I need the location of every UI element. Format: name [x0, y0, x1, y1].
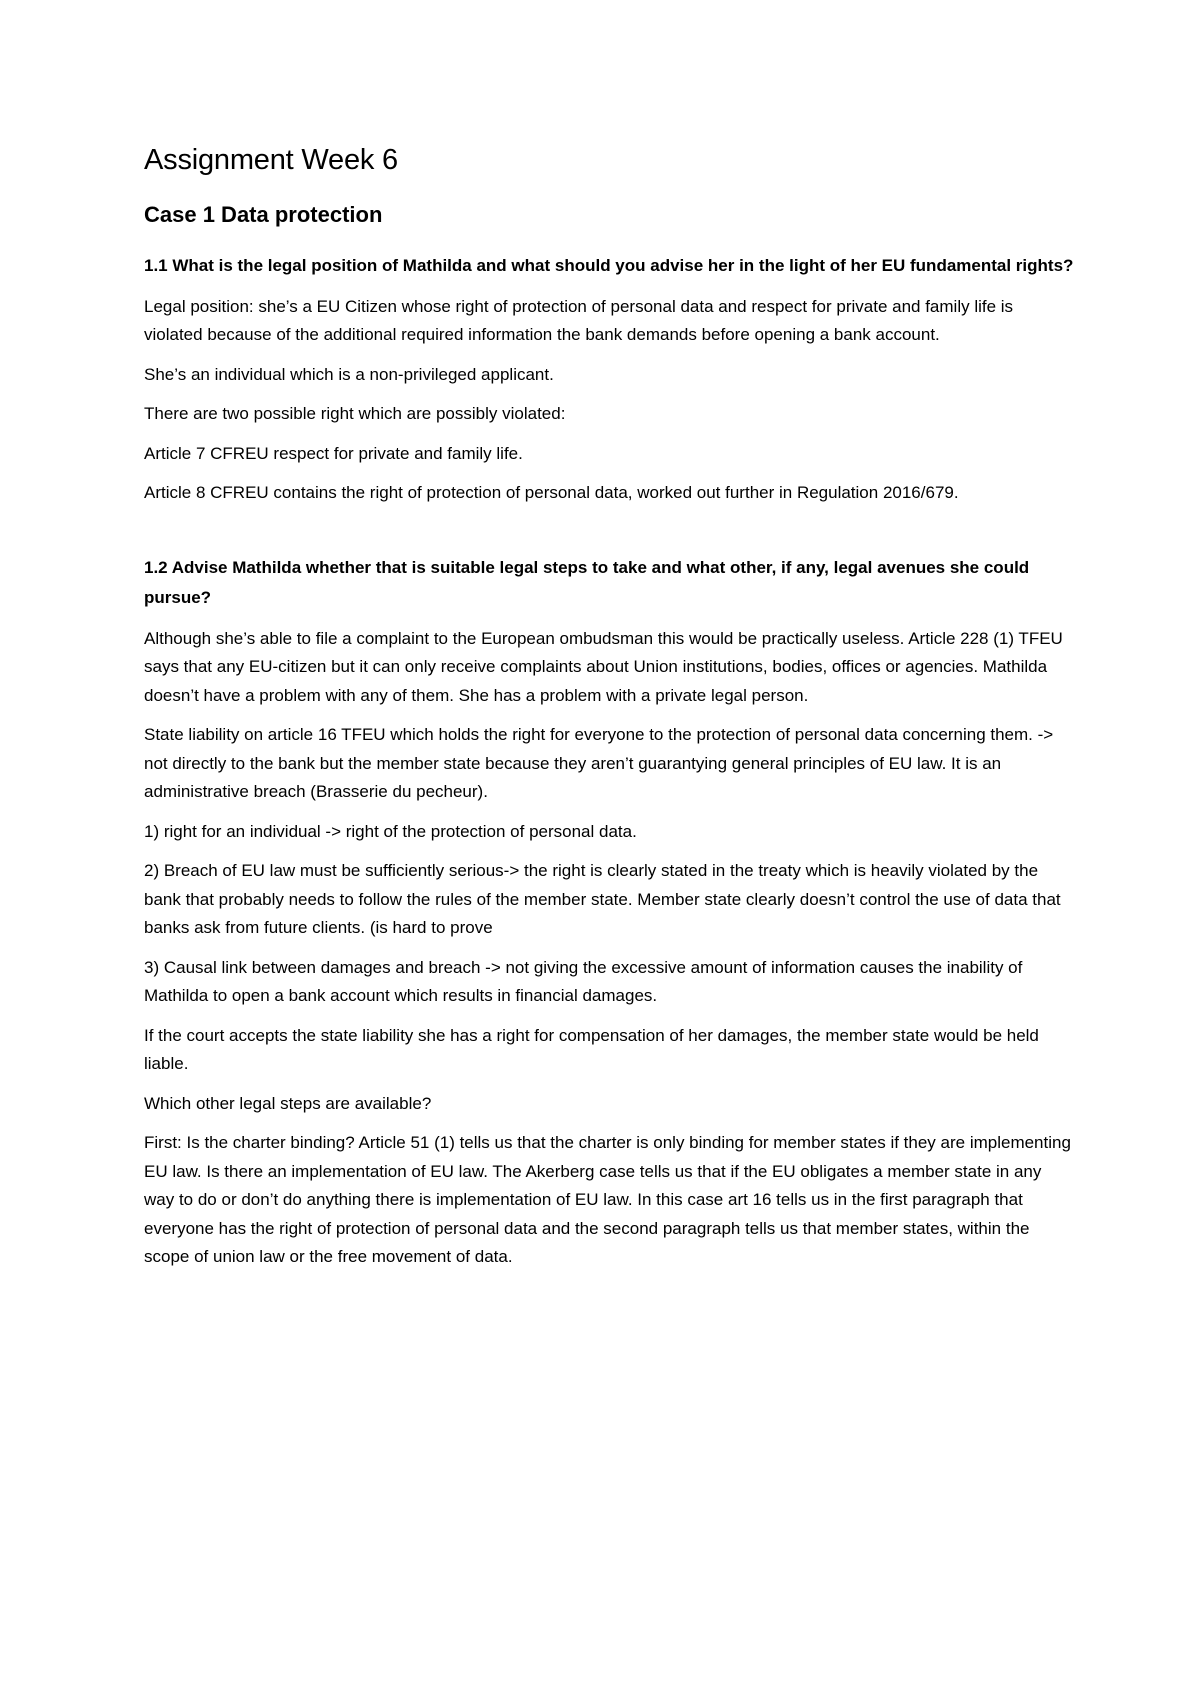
paragraph: Article 8 CFREU contains the right of protection of personal data, worked out further in Regulation 2016/679. [144, 483, 959, 503]
section-spacer [144, 519, 1074, 553]
paragraph: First: Is the charter binding? Article 51 (1) tells us that the charter is only binding for member states if they are implementing EU law. Is there an implementation of EU law. The Akerberg case tells us that if the EU obligates a member state in any way to do or don’t do anything there is implementation of EU law. In this case art 16 tells us in the first paragraph that everyone has the right of protection of personal data and the second paragraph tells us that member states, within the scope of union law or the free movement of data. [144, 1133, 1071, 1267]
document-body [144, 142, 1074, 1272]
paragraph: 2) Breach of EU law must be sufficiently serious-> the right is clearly stated in the treaty which is heavily violated by the bank that probably needs to follow the rules of the member state. Member state clearly doesn’t control the use of data that banks ask from future clients. (is hard to prove [144, 861, 1061, 938]
paragraph: Although she’s able to file a complaint to the European ombudsman this would be practically useless. Article 228 (1) TFEU says that any EU-citizen but it can only receive complaints about Union institutions, bodies, offices or agencies. Mathilda doesn’t have a problem with any of them. She has a problem with a private legal person. [144, 628, 1063, 705]
paragraph: State liability on article 16 TFEU which holds the right for everyone to the protection of personal data concerning them. -> not directly to the bank but the member state because they aren’t guarantying general principles of EU law. It is an administrative breach (Brasserie du pecheur). [144, 725, 1054, 802]
paragraph: 1) right for an individual -> right of the protection of personal data. [144, 821, 637, 841]
paragraph: Which other legal steps are available? [144, 1093, 432, 1113]
paragraph: Legal position: she’s a EU Citizen whose right of protection of personal data and respect for private and family life is violated because of the additional required information the bank demands before opening a bank account. [144, 296, 1014, 345]
paragraph: She’s an individual which is a non-privileged applicant. [144, 364, 554, 384]
document-title: Assignment Week 6 [144, 144, 398, 176]
paragraph: If the court accepts the state liability she has a right for compensation of her damages, the member state would be held liable. [144, 1025, 1039, 1074]
case-heading: Case 1 Data protection [144, 202, 383, 228]
question-1-1: 1.1 What is the legal position of Mathilda and what should you advise her in the light of her EU fundamental rights? [144, 255, 1074, 275]
paragraph: There are two possible right which are possibly violated: [144, 404, 566, 424]
paragraph: Article 7 CFREU respect for private and family life. [144, 443, 523, 463]
question-1-2: 1.2 Advise Mathilda whether that is suitable legal steps to take and what other, if any, legal avenues she could pursue? [144, 557, 1030, 607]
paragraph: 3) Causal link between damages and breach -> not giving the excessive amount of information causes the inability of Mathilda to open a bank account which results in financial damages. [144, 957, 1023, 1006]
